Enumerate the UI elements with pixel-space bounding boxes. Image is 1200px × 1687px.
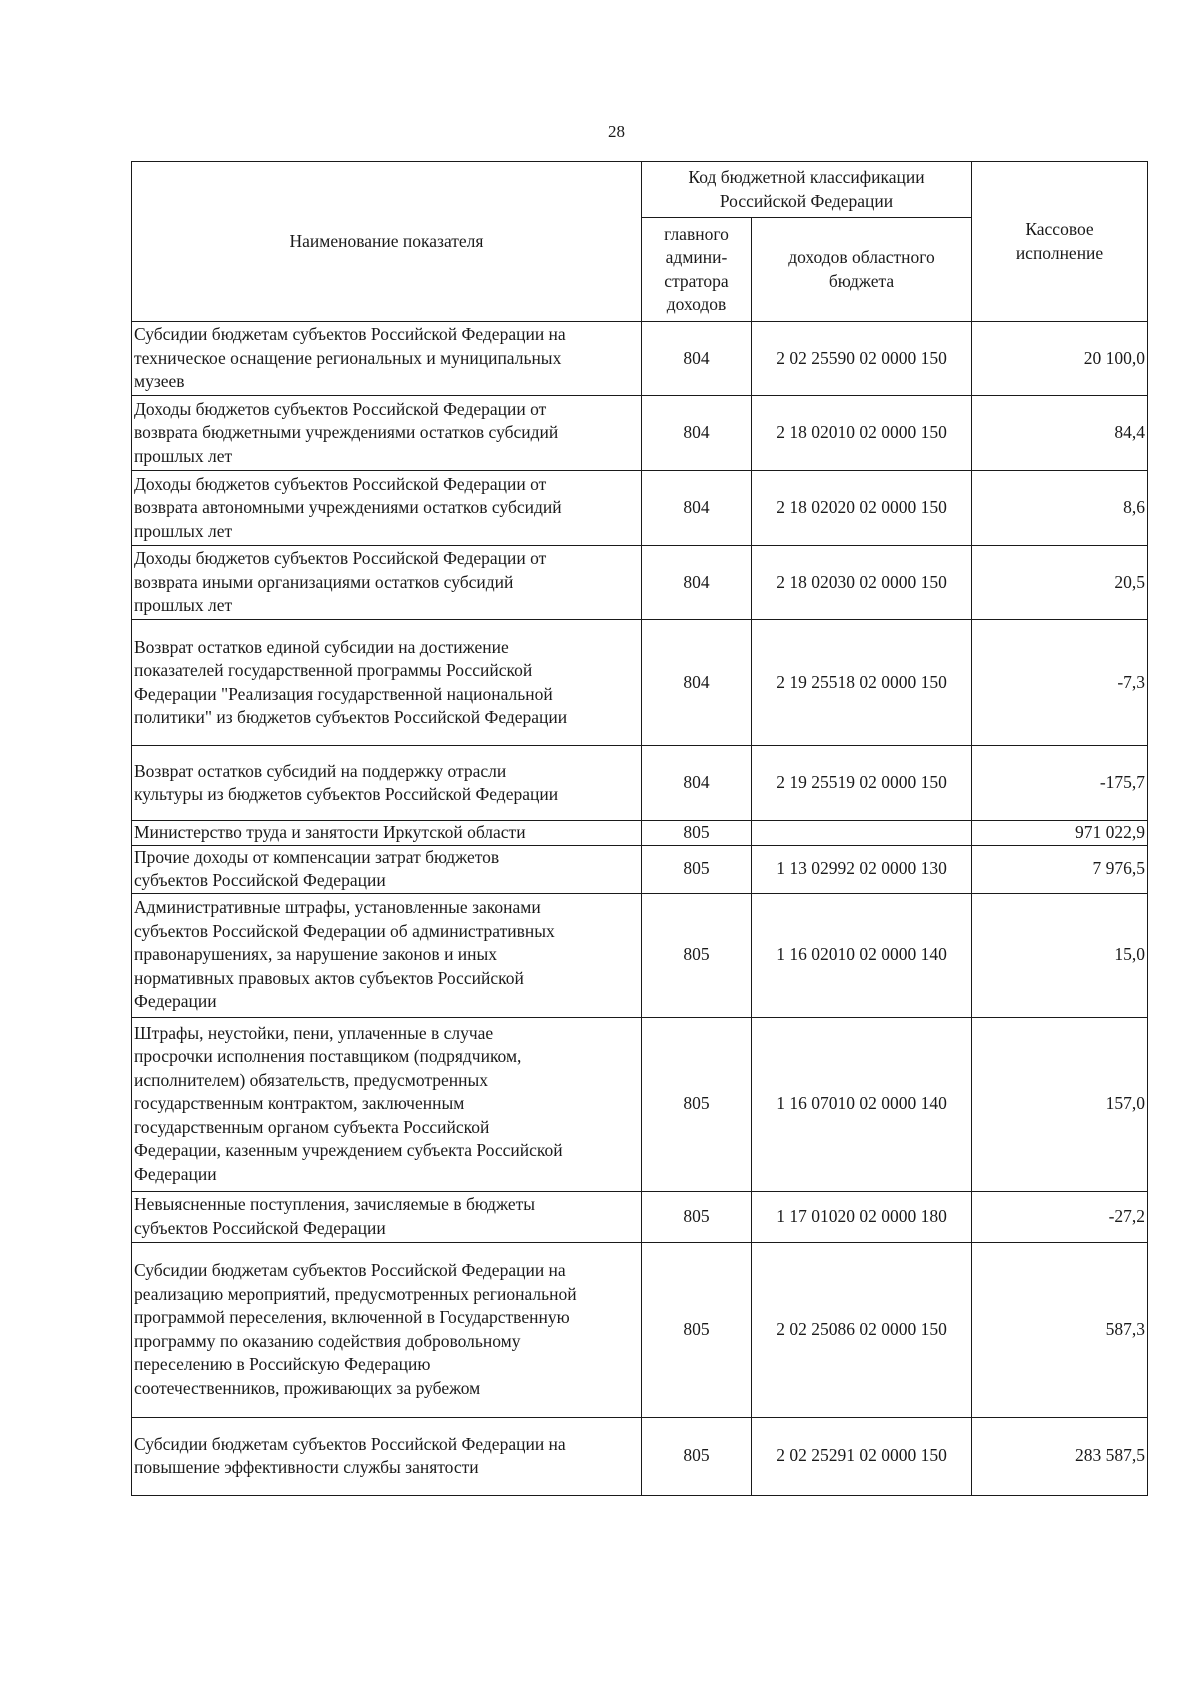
row-classification-code: 2 18 02020 02 0000 150 <box>752 471 972 546</box>
row-amount: -27,2 <box>972 1191 1148 1242</box>
row-name: Субсидии бюджетам субъектов Российской Федерации на техническое оснащение региональных и муниципальных музеев <box>132 322 642 396</box>
row-name: Министерство труда и занятости Иркутской области <box>132 821 642 846</box>
row-name: Возврат остатков субсидий на поддержку отрасли культуры из бюджетов субъектов Российской Федерации <box>132 746 642 821</box>
row-amount: 157,0 <box>972 1017 1148 1191</box>
page-number: 28 <box>608 122 625 141</box>
header-execution: Кассовое исполнение <box>972 162 1148 322</box>
row-name: Невыясненные поступления, зачисляемые в бюджеты субъектов Российской Федерации <box>132 1191 642 1242</box>
row-admin-code: 805 <box>642 1191 752 1242</box>
row-name: Возврат остатков единой субсидии на достижение показателей государственной программы Российской Федерации "Реализация государственной национальной политики" из бюджетов субъектов Российской Федерации <box>132 620 642 746</box>
row-classification-code: 2 19 25518 02 0000 150 <box>752 620 972 746</box>
table-row <box>132 1191 1148 1242</box>
row-admin-code: 805 <box>642 1242 752 1417</box>
row-admin-code: 804 <box>642 396 752 471</box>
row-classification-code <box>752 821 972 846</box>
row-name: Доходы бюджетов субъектов Российской Федерации от возврата автономными учреждениями остатков субсидий прошлых лет <box>132 471 642 546</box>
row-name: Административные штрафы, установленные законами субъектов Российской Федерации об административных правонарушениях, за нарушение законов и иных нормативных правовых актов субъектов Российской Федерации <box>132 893 642 1017</box>
row-classification-code: 2 19 25519 02 0000 150 <box>752 746 972 821</box>
row-amount: 20,5 <box>972 546 1148 620</box>
table-row <box>132 746 1148 821</box>
header-revenue: доходов областного бюджета <box>752 218 972 322</box>
row-admin-code: 805 <box>642 1017 752 1191</box>
row-admin-code: 805 <box>642 1417 752 1495</box>
row-admin-code: 804 <box>642 620 752 746</box>
row-amount: 8,6 <box>972 471 1148 546</box>
table-row <box>132 1417 1148 1495</box>
budget-table <box>131 161 1148 1496</box>
row-admin-code: 804 <box>642 471 752 546</box>
row-amount: -175,7 <box>972 746 1148 821</box>
table-row <box>132 1017 1148 1191</box>
row-classification-code: 2 18 02030 02 0000 150 <box>752 546 972 620</box>
row-amount: 587,3 <box>972 1242 1148 1417</box>
row-amount: 971 022,9 <box>972 821 1148 846</box>
row-admin-code: 804 <box>642 546 752 620</box>
header-admin: главного админи- стратора доходов <box>642 218 752 322</box>
header-name: Наименование показателя <box>132 162 642 322</box>
row-classification-code: 1 16 02010 02 0000 140 <box>752 893 972 1017</box>
table-row <box>132 620 1148 746</box>
row-name: Доходы бюджетов субъектов Российской Федерации от возврата бюджетными учреждениями остатков субсидий прошлых лет <box>132 396 642 471</box>
row-amount: 84,4 <box>972 396 1148 471</box>
row-amount: 283 587,5 <box>972 1417 1148 1495</box>
row-name: Штрафы, неустойки, пени, уплаченные в случае просрочки исполнения поставщиком (подрядчиком, исполнителем) обязательств, предусмотренных государственным контрактом, заключенным государственным органом субъекта Российской Федерации, казенным учреждением субъекта Российской Федерации <box>132 1017 642 1191</box>
table-row <box>132 893 1148 1017</box>
header-code-group: Код бюджетной классификации Российской Федерации <box>642 162 972 218</box>
row-amount: -7,3 <box>972 620 1148 746</box>
row-classification-code: 1 17 01020 02 0000 180 <box>752 1191 972 1242</box>
table-row <box>132 546 1148 620</box>
row-name: Субсидии бюджетам субъектов Российской Федерации на повышение эффективности службы занятости <box>132 1417 642 1495</box>
row-amount: 15,0 <box>972 893 1148 1017</box>
row-classification-code: 2 02 25291 02 0000 150 <box>752 1417 972 1495</box>
row-name: Доходы бюджетов субъектов Российской Федерации от возврата иными организациями остатков субсидий прошлых лет <box>132 546 642 620</box>
row-amount: 7 976,5 <box>972 845 1148 893</box>
row-admin-code: 804 <box>642 322 752 396</box>
row-admin-code: 805 <box>642 821 752 846</box>
row-name: Субсидии бюджетам субъектов Российской Федерации на реализацию мероприятий, предусмотренных региональной программой переселения, включенной в Государственную программу по оказанию содействия добровольному переселению в Российскую Федерацию соотечественников, проживающих за рубежом <box>132 1242 642 1417</box>
table-row <box>132 471 1148 546</box>
row-amount: 20 100,0 <box>972 322 1148 396</box>
row-classification-code: 2 02 25086 02 0000 150 <box>752 1242 972 1417</box>
row-classification-code: 1 13 02992 02 0000 130 <box>752 845 972 893</box>
table-row <box>132 396 1148 471</box>
row-classification-code: 2 02 25590 02 0000 150 <box>752 322 972 396</box>
row-admin-code: 805 <box>642 845 752 893</box>
row-name: Прочие доходы от компенсации затрат бюджетов субъектов Российской Федерации <box>132 845 642 893</box>
row-classification-code: 2 18 02010 02 0000 150 <box>752 396 972 471</box>
table-row <box>132 322 1148 396</box>
row-admin-code: 804 <box>642 746 752 821</box>
row-classification-code: 1 16 07010 02 0000 140 <box>752 1017 972 1191</box>
row-admin-code: 805 <box>642 893 752 1017</box>
table-row <box>132 1242 1148 1417</box>
table-body <box>132 322 1148 1496</box>
table-row <box>132 821 1148 846</box>
table-row <box>132 845 1148 893</box>
